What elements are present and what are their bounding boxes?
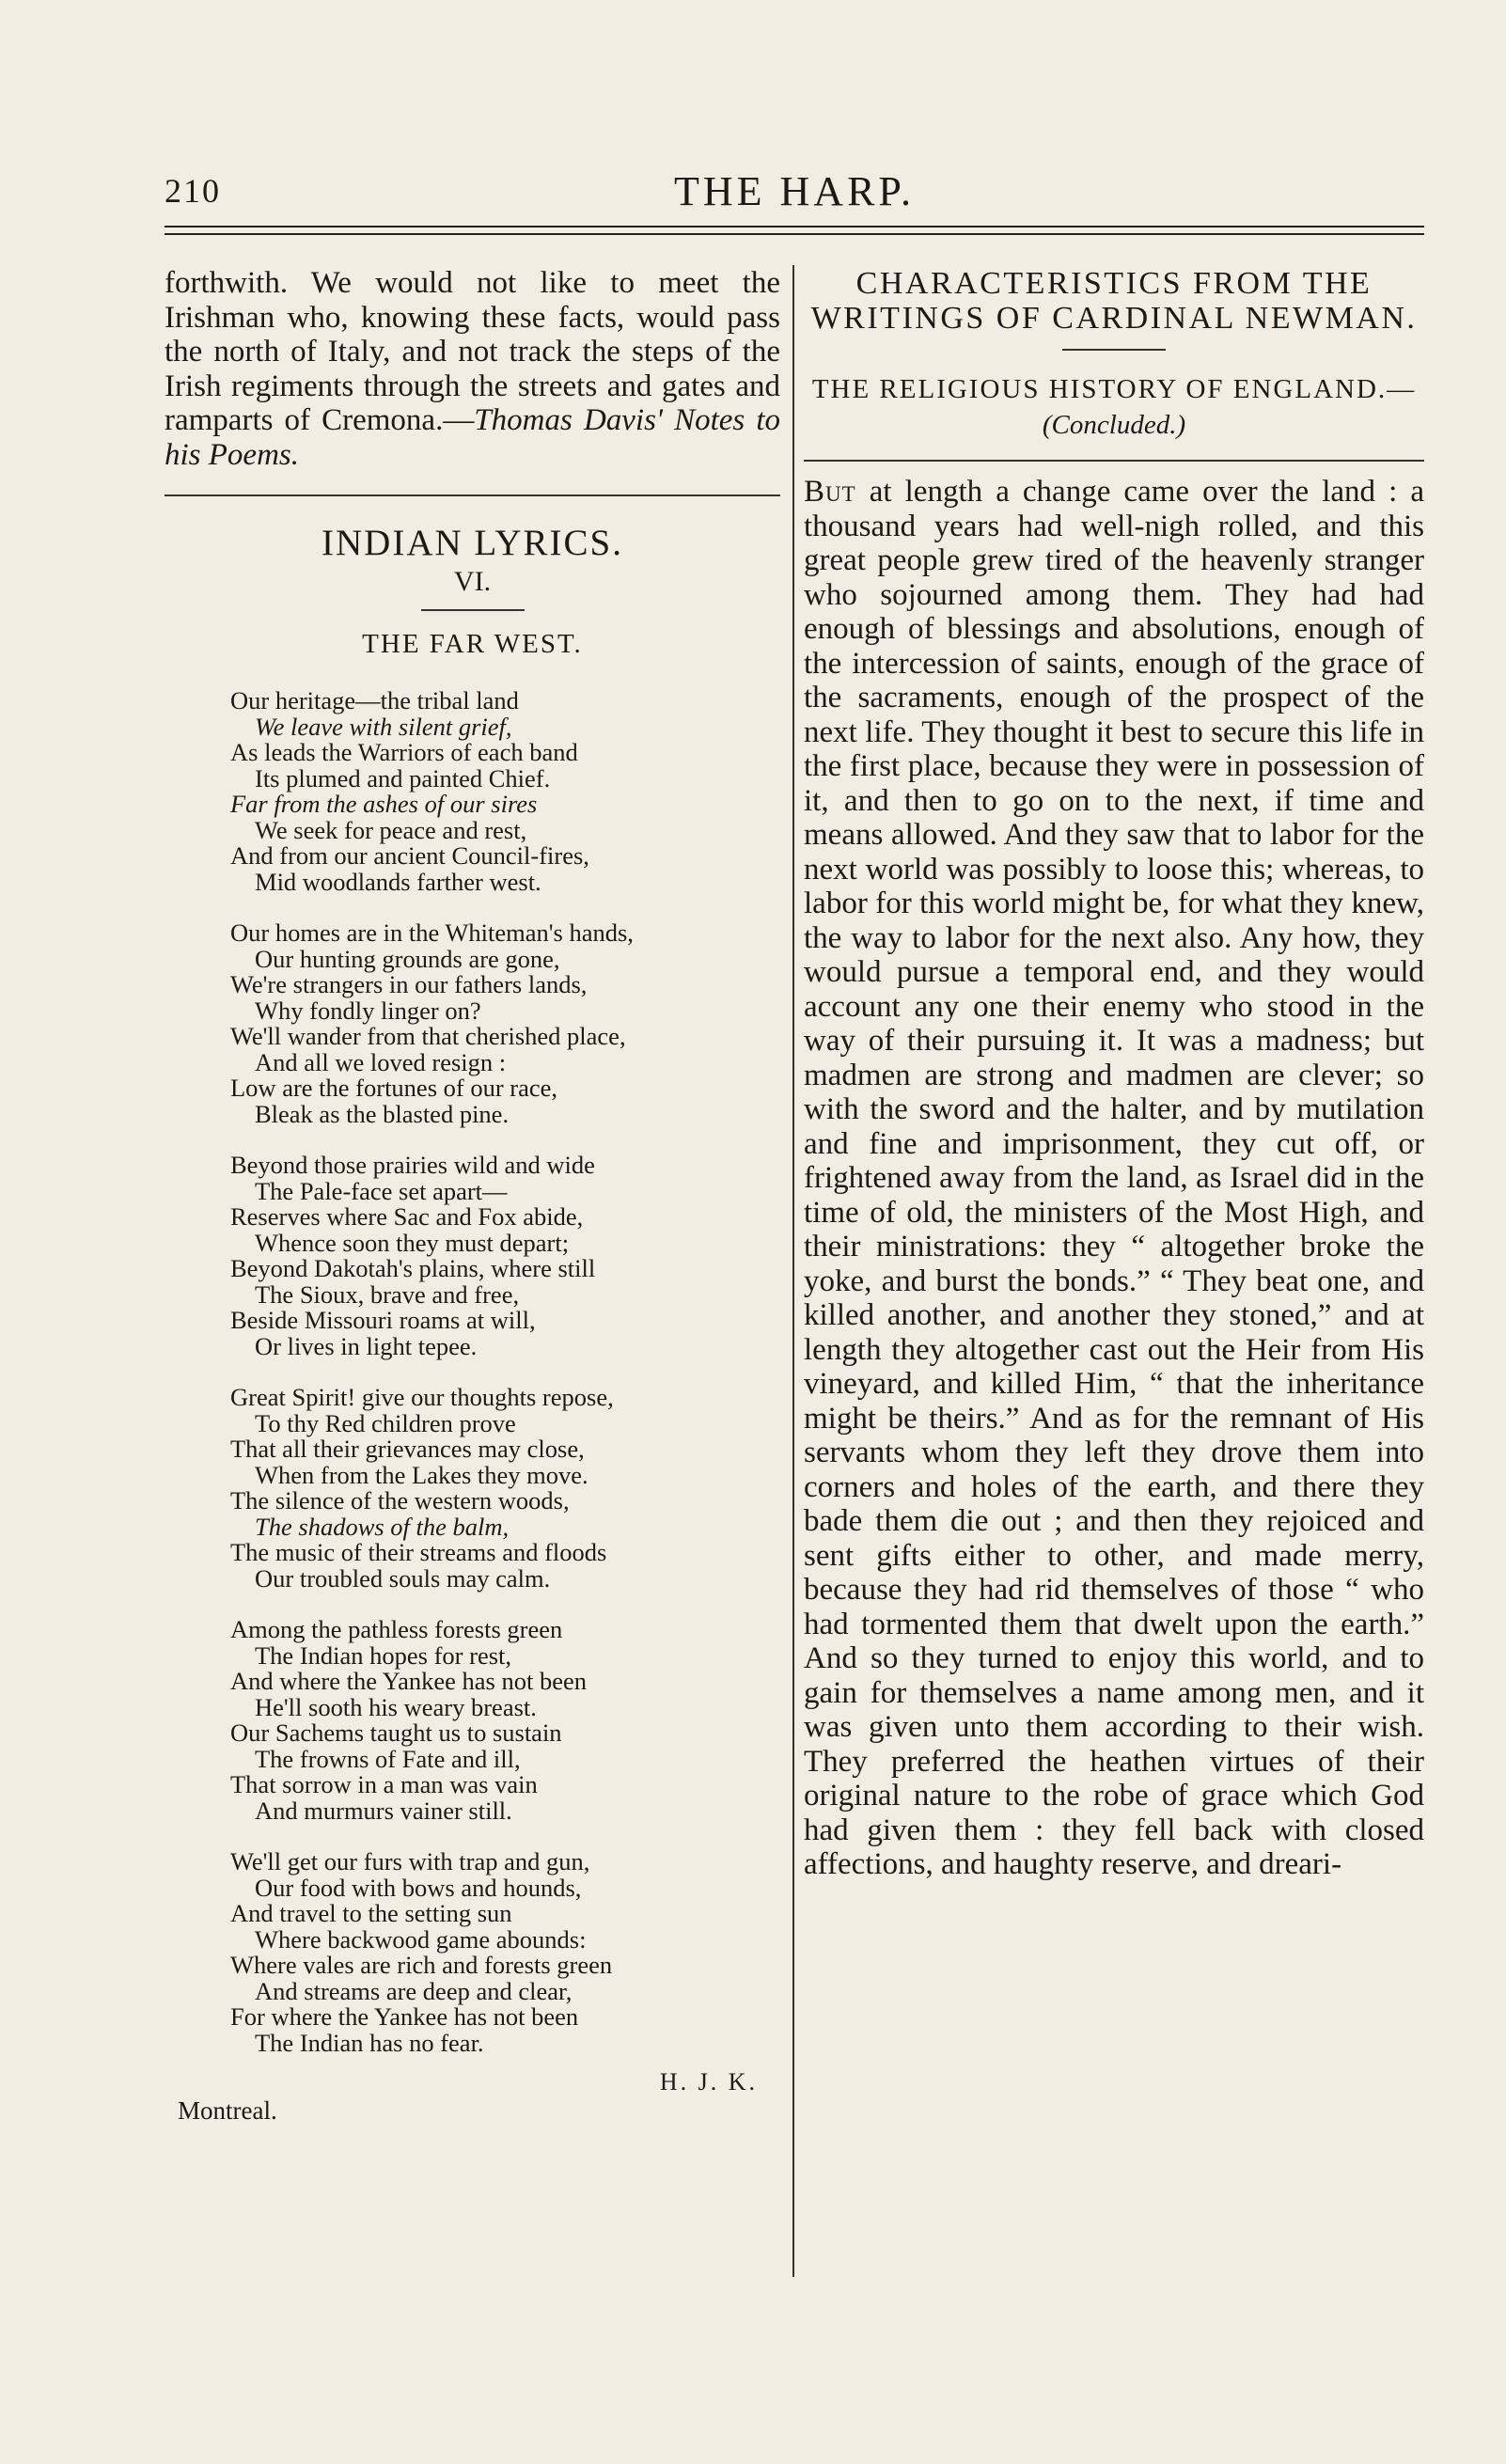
poem-line: Our hunting grounds are gone, xyxy=(255,944,560,973)
poem-number: VI. xyxy=(453,566,492,597)
article-body xyxy=(804,475,1424,1882)
article-subtitle-text: THE RELIGIOUS HISTORY OF ENGLAND.— xyxy=(811,374,1417,404)
header-rule-bottom xyxy=(165,233,1424,235)
poem-line: And travel to the setting sun xyxy=(230,1899,512,1927)
carryover-text: forthwith. We would not like to meet the Irishman who, knowing these facts, would pass the north of Italy, and not track the steps of the Irish regiments through the streets and gates and ramparts of Cremona.— xyxy=(165,266,780,437)
poem-line: And streams are deep and clear, xyxy=(255,1976,573,2005)
poem-place: Montreal. xyxy=(178,2096,277,2125)
article-subtitle xyxy=(804,371,1424,443)
stanza-5 xyxy=(230,1617,777,1824)
poem-line: The music of their streams and floods xyxy=(230,1538,607,1566)
poem-line: The shadows of the balm, xyxy=(255,1512,510,1541)
poem-line: Low are the fortunes of our race, xyxy=(230,1074,558,1102)
poem-line: And murmurs vainer still. xyxy=(255,1796,512,1825)
poem-line: Whence soon they must depart; xyxy=(255,1228,570,1257)
poem-line: Why fondly linger on? xyxy=(255,996,481,1025)
poem-line: We leave with silent grief, xyxy=(255,712,512,741)
poem-line: That sorrow in a man was vain xyxy=(230,1770,538,1798)
drop-word: But xyxy=(804,475,856,509)
stanza-2 xyxy=(230,920,777,1127)
stanza-3 xyxy=(230,1153,777,1359)
poem-line: Beyond those prairies wild and wide xyxy=(230,1151,595,1179)
article-title-rule xyxy=(1062,349,1166,351)
poem-line: Its plumed and painted Chief. xyxy=(255,763,551,793)
article-body-text: at length a change came over the land : a thousand years had well-nigh rolled, and this great people grew tired of the heavenly stranger who sojourned among them. They had had enough of blessings and absolutions, enough of the intercession of saints, enough of the grace of the sacraments, enough of the prospect of the next life. They thought it best to secure this life in the first place, because they were in possession of it, and then to go on to the next, if time and means allowed. And they saw that to labor for the next world was possibly to loose this; whereas, to labor for this world might be, for what they knew, the way to labor for the next also. Any how, they would pursue a temporal end, and they would account any one their enemy who stood in the way of their pursuing it. It was a madness; but madmen are strong and madmen are clever; so with the sword and the halter, and by mutilation and fine and imprisonment, they cut off, or frightened away from the land, as Israel did in the time of old, the ministers of the Most High, and their ministrations: they “ altogether broke the yoke, and burst the bonds.” “ They beat one, and killed another, and another they stoned,” and at length they altogether cast out the Heir from His vineyard, and killed Him, “ that the inheritance might be theirs.” And as for the remnant of His servants whom they left they drove them into corners and holes of the earth, and there they bade them die out ; and then they rejoiced and sent gifts either to other, and made merry, because they had rid themselves of those “ who had tormented them that dwelt upon the earth.” And so they turned to enjoy this world, and to gain for themselves a name among men, and it was given unto them according to their wish. They preferred the heathen virtues of their original nature to the robe of grace which God had given them : they fell back with closed affections, and haughty reserve, and dreari- xyxy=(804,475,1424,1881)
poem-line: Far from the ashes of our sires xyxy=(230,790,538,818)
poem-line: Bleak as the blasted pine. xyxy=(255,1099,510,1128)
poem-line: And all we loved resign : xyxy=(255,1047,507,1076)
poem-line: Mid woodlands farther west. xyxy=(255,867,541,896)
article-rule xyxy=(804,460,1424,462)
poem-line: Where vales are rich and forests green xyxy=(230,1951,613,1979)
poem-line: The Indian has no fear. xyxy=(255,2028,484,2057)
poem-line: Or lives in light tepee. xyxy=(255,1331,478,1360)
poem-line: The Pale-face set apart— xyxy=(255,1176,508,1205)
poem-subtitle: THE FAR WEST. xyxy=(362,629,583,659)
poem-line: The Sioux, brave and free, xyxy=(255,1279,520,1309)
page-number: 210 xyxy=(165,172,221,210)
running-title: THE HARP. xyxy=(673,168,916,214)
right-column xyxy=(804,266,1424,1882)
poem-line: As leads the Warriors of each band xyxy=(230,738,578,766)
stanza-4 xyxy=(230,1385,777,1592)
poem-title: INDIAN LYRICS. xyxy=(322,523,623,563)
column-divider xyxy=(792,265,794,2277)
poem-line: The silence of the western woods, xyxy=(230,1486,570,1514)
left-column xyxy=(165,266,780,2128)
poem-line: Our troubled souls may calm. xyxy=(255,1563,551,1593)
poem-line: Our food with bows and hounds, xyxy=(255,1873,582,1902)
concluded-note: (Concluded.) xyxy=(1042,410,1186,440)
poem-line: Great Spirit! give our thoughts repose, xyxy=(230,1383,614,1411)
poem-title-rule xyxy=(421,609,525,611)
carryover-paragraph xyxy=(165,266,780,472)
poem-line: The Indian hopes for rest, xyxy=(255,1640,512,1670)
poem-line: That all their grievances may close, xyxy=(230,1435,585,1463)
poem-body xyxy=(165,688,780,2056)
carryover-citation: Thomas Davis' Notes to his Poems. xyxy=(165,403,780,472)
poem-line: To thy Red children prove xyxy=(255,1408,516,1437)
header-rule-top xyxy=(165,226,1424,228)
poem-line: We'll wander from that cherished place, xyxy=(230,1022,626,1050)
poem-line: And where the Yankee has not been xyxy=(230,1667,587,1695)
poem-line: When from the Lakes they move. xyxy=(255,1460,588,1489)
stanza-6 xyxy=(230,1849,777,2056)
article-title: CHARACTERISTICS FROM THE WRITINGS OF CARDINAL NEWMAN. xyxy=(810,266,1418,336)
poem-line: And from our ancient Council-fires, xyxy=(230,841,589,870)
poem-line: Reserves where Sac and Fox abide, xyxy=(230,1202,584,1231)
poem-line: We'll get our furs with trap and gun, xyxy=(230,1847,590,1875)
section-rule xyxy=(165,494,780,496)
poem-signoff xyxy=(165,2068,780,2128)
stanza-1 xyxy=(230,688,777,895)
poem-line: Beside Missouri roams at will, xyxy=(230,1306,536,1334)
poem-line: Our heritage—the tribal land xyxy=(230,686,519,714)
poem-line: He'll sooth his weary breast. xyxy=(255,1692,537,1721)
poem-line: We seek for peace and rest, xyxy=(255,815,527,844)
poem-line: The frowns of Fate and ill, xyxy=(255,1744,521,1773)
poem-author: H. J. K. xyxy=(659,2068,758,2095)
poem-line: We're strangers in our fathers lands, xyxy=(230,970,588,998)
poem-line: Our homes are in the Whiteman's hands, xyxy=(230,918,634,947)
poem-line: Our Sachems taught us to sustain xyxy=(230,1719,562,1747)
poem-line: Beyond Dakotah's plains, where still xyxy=(230,1254,596,1282)
poem-line: Among the pathless forests green xyxy=(230,1615,563,1643)
page-header xyxy=(165,167,1424,224)
poem-line: For where the Yankee has not been xyxy=(230,2002,579,2031)
poem-line: Where backwood game abounds: xyxy=(255,1924,587,1954)
